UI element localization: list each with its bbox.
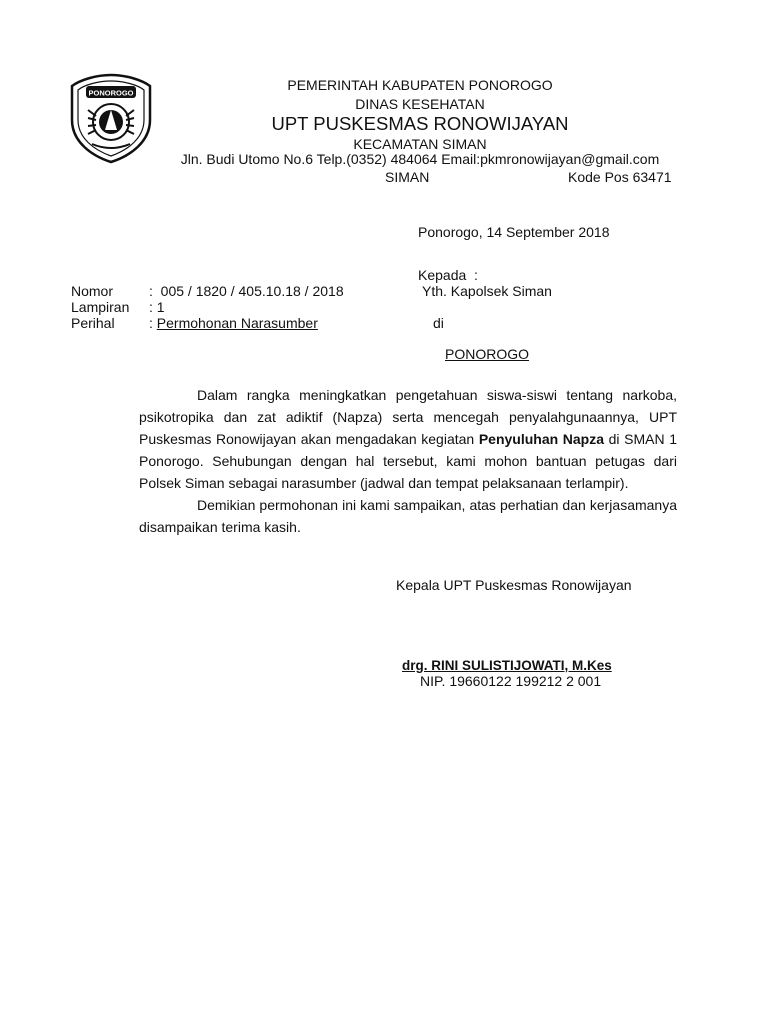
header-government: PEMERINTAH KABUPATEN PONOROGO [287, 77, 553, 93]
header-department: DINAS KESEHATAN [355, 96, 485, 112]
header-postal-code: Kode Pos 63471 [568, 169, 672, 185]
ponorogo-emblem-icon [68, 72, 154, 164]
signature-position: Kepala UPT Puskesmas Ronowijayan [396, 577, 632, 593]
body-paragraph-1-bold: Penyuluhan Napza [478, 431, 605, 447]
header-address: Jln. Budi Utomo No.6 Telp.(0352) 484064 Email:pkmronowijayan@gmail.com [180, 151, 660, 167]
place-date: Ponorogo, 14 September 2018 [418, 224, 610, 240]
recipient-name: Yth. Kapolsek Siman [422, 283, 552, 299]
body-paragraph-1 [139, 384, 677, 494]
letter-body [139, 384, 677, 538]
svg-text:PONOROGO: PONOROGO [88, 88, 134, 98]
perihal-value-wrapper [149, 315, 318, 331]
body-paragraph-1-rest: di SMAN 1 Ponorogo. Sehubungan dengan hal tersebut, kami mohon bantuan petugas dari Polsek Siman sebagai narasumber (jadwal dan tempat pelaksanaan terlampir). [139, 431, 677, 491]
perihal-colon: : [149, 315, 153, 331]
recipient-city: PONOROGO [445, 346, 530, 362]
signature-nip: NIP. 19660122 199212 2 001 [420, 673, 602, 689]
perihal-value: Permohonan Narasumber [156, 315, 318, 331]
header-town: SIMAN [385, 169, 430, 185]
lampiran-label: Lampiran [71, 299, 130, 315]
recipient-label: Kepada : [418, 267, 478, 283]
lampiran-value: : 1 [149, 299, 165, 315]
nomor-value: : 005 / 1820 / 405.10.18 / 2018 [149, 283, 344, 299]
header-institution: UPT PUSKESMAS RONOWIJAYAN [271, 113, 569, 134]
signature-name: drg. RINI SULISTIJOWATI, M.Kes [402, 658, 612, 673]
body-paragraph-1-text: Dalam rangka meningkatkan pengetahuan siswa-siswi tentang narkoba, psikotropika dan zat adiktif (Napza) serta mencegah penyalahgunaannya, UPT Puskesmas Ronowijayan akan mengadakan kegiatan [139, 387, 677, 447]
header-district: KECAMATAN SIMAN [353, 136, 487, 152]
perihal-label: Perihal [71, 315, 115, 331]
nomor-label: Nomor [71, 283, 114, 299]
recipient-at: di [433, 315, 444, 331]
body-paragraph-2: Demikian permohonan ini kami sampaikan, atas perhatian dan kerjasamanya disampaikan terima kasih. [139, 497, 677, 535]
